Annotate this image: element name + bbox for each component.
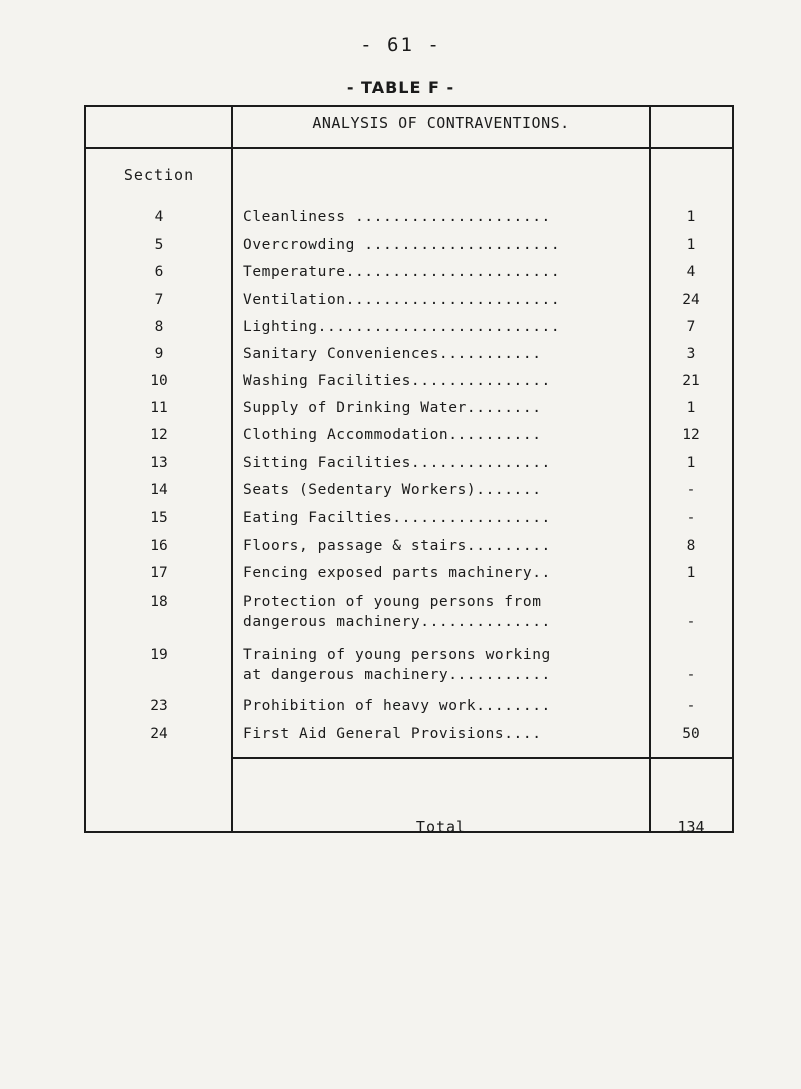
table-title: - TABLE F - <box>346 78 455 97</box>
row-section: 4 <box>154 209 164 225</box>
row-section: 13 <box>150 455 168 471</box>
row-count: 12 <box>682 427 700 443</box>
row-count: 24 <box>682 292 700 308</box>
row-section: 6 <box>154 264 164 280</box>
row-count: 1 <box>686 565 696 581</box>
header-rule <box>84 147 734 149</box>
row-section: 17 <box>150 565 168 581</box>
page-number: - 61 - <box>360 34 441 56</box>
row-description: Sanitary Conveniences........... <box>243 346 542 362</box>
row-description: Seats (Sedentary Workers)....... <box>243 482 542 498</box>
row-section: 7 <box>154 292 164 308</box>
row-section: 8 <box>154 319 164 335</box>
row-section: 5 <box>154 237 164 253</box>
section-column-label: Section <box>123 166 195 184</box>
row-section: 12 <box>150 427 168 443</box>
row-count: 3 <box>686 346 696 362</box>
total-label: Total <box>415 818 467 836</box>
row-count: 21 <box>682 373 700 389</box>
row-description: Prohibition of heavy work........ <box>243 698 551 714</box>
table-border-right <box>732 105 734 833</box>
row-count: 1 <box>686 400 696 416</box>
row-section: 14 <box>150 482 168 498</box>
row-description: Training of young persons working at dangerous machinery........... <box>243 647 551 683</box>
row-description: First Aid General Provisions.... <box>243 726 542 742</box>
row-description: Supply of Drinking Water........ <box>243 400 542 416</box>
row-section: 19 <box>150 647 168 663</box>
row-count: 4 <box>686 264 696 280</box>
row-description: Cleanliness ..................... <box>243 209 551 225</box>
row-count: 8 <box>686 538 696 554</box>
row-count: 1 <box>686 209 696 225</box>
row-section: 23 <box>150 698 168 714</box>
row-section: 10 <box>150 373 168 389</box>
row-description: Sitting Facilities............... <box>243 455 551 471</box>
table-header: ANALYSIS OF CONTRAVENTIONS. <box>312 114 570 132</box>
row-count: - <box>686 482 696 498</box>
row-description: Eating Facilties................. <box>243 510 551 526</box>
row-description: Washing Facilities............... <box>243 373 551 389</box>
row-description: Lighting.......................... <box>243 319 561 335</box>
row-count: 50 <box>682 726 700 742</box>
row-description: Floors, passage & stairs......... <box>243 538 551 554</box>
total-rule <box>231 757 734 759</box>
row-count: - <box>686 667 696 683</box>
row-description: Temperature....................... <box>243 264 561 280</box>
row-count: - <box>686 698 696 714</box>
row-section: 15 <box>150 510 168 526</box>
total-value: 134 <box>677 818 705 836</box>
row-section: 16 <box>150 538 168 554</box>
row-section: 18 <box>150 594 168 610</box>
row-section: 11 <box>150 400 168 416</box>
row-description: Overcrowding ..................... <box>243 237 561 253</box>
row-count: 1 <box>686 237 696 253</box>
row-description: Clothing Accommodation.......... <box>243 427 542 443</box>
row-count: - <box>686 614 696 630</box>
row-count: 7 <box>686 319 696 335</box>
row-count: - <box>686 510 696 526</box>
row-count: 1 <box>686 455 696 471</box>
row-section: 24 <box>150 726 168 742</box>
table-border-top <box>84 105 734 107</box>
row-description: Protection of young persons from dangerous machinery.............. <box>243 594 551 630</box>
row-section: 9 <box>154 346 164 362</box>
row-description: Ventilation....................... <box>243 292 561 308</box>
row-description: Fencing exposed parts machinery.. <box>243 565 551 581</box>
